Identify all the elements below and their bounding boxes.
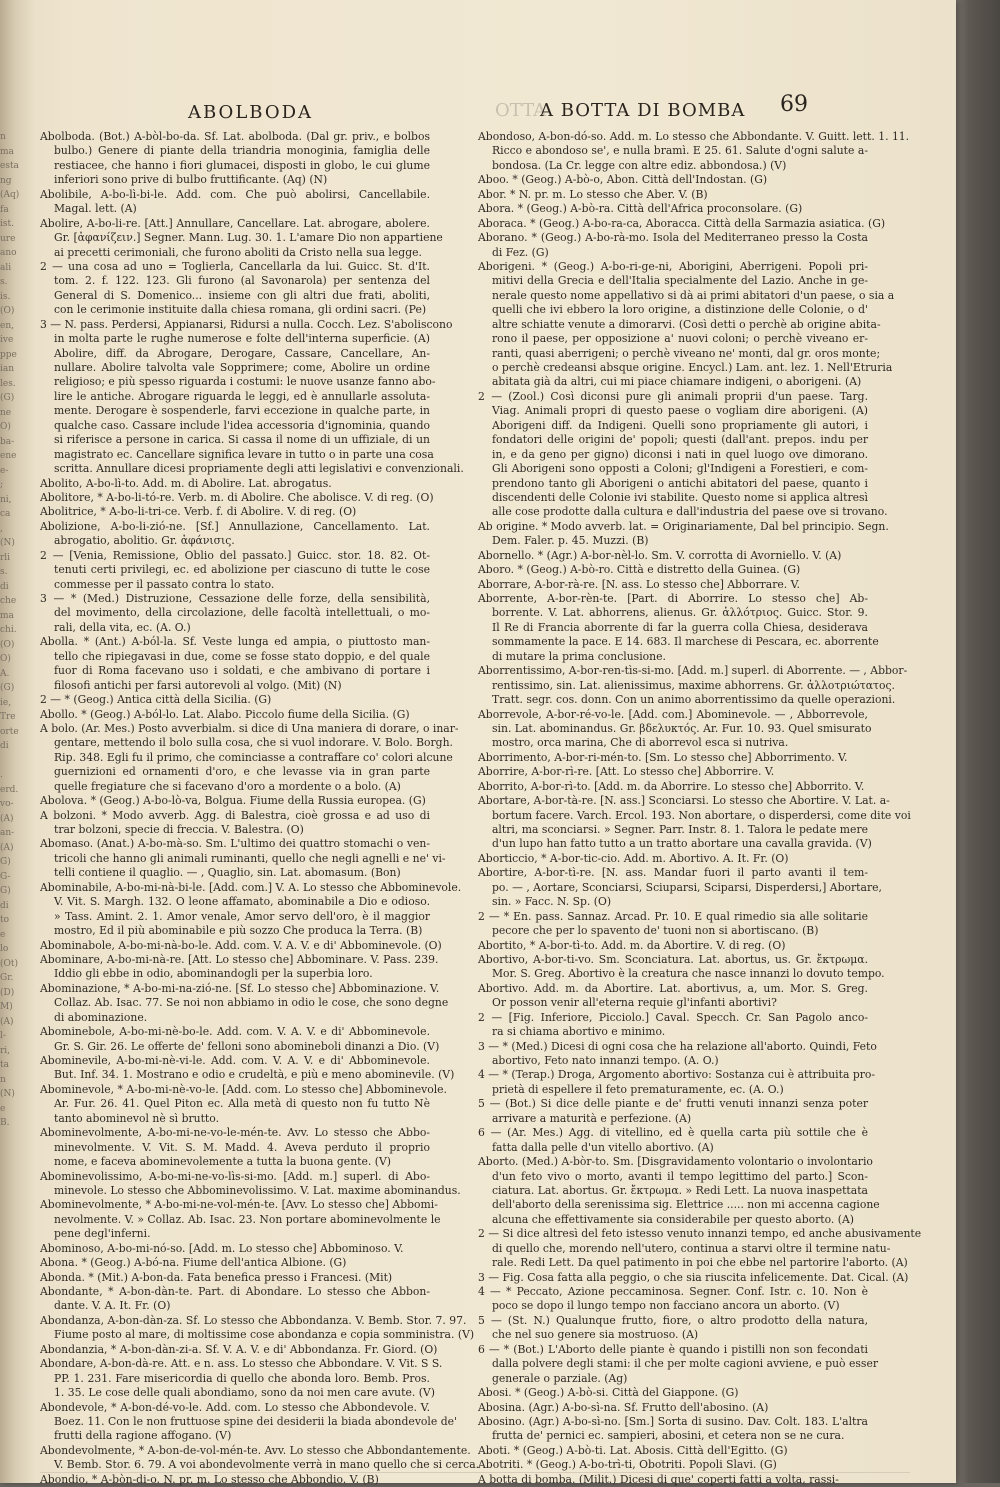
text-line: Abolova. * (Geog.) A-bo-lò-va, Bolgua. Fiume della Russia europea. (G) xyxy=(40,794,426,808)
text-line: Abor. * N. pr. m. Lo stesso che Aber. V. (B) xyxy=(478,187,708,201)
text-line: di abominazione. xyxy=(54,1010,148,1024)
text-line: Abolito, A-bo-lì-to. Add. m. di Abolire. Lat. abrogatus. xyxy=(40,476,332,490)
previous-page-fragment: O) xyxy=(0,422,11,432)
text-line: 3 — Fig. Cosa fatta alla peggio, o che sia riuscita infelicemente. Dat. Cical. (A) xyxy=(478,1270,909,1284)
previous-page-fragment: G) xyxy=(0,857,11,867)
text-line: Aboo. * (Geog.) A-bò-o, Abon. Città dell'Indostan. (G) xyxy=(478,173,768,187)
text-line: bortum facere. Varch. Ercol. 193. Non abortare, o disperdersi, come dite voi xyxy=(492,808,911,822)
text-line: frutta de' pernici ec. sampieri, abosini, et cetera non se ne cura. xyxy=(492,1429,845,1443)
text-line: Abominevolissimo, A-bo-mi-ne-vo-lìs-si-mo. [Add. m.] superl. di Abo- xyxy=(40,1169,430,1183)
text-line: Aborrentissimo, A-bor-ren-tìs-si-mo. [Add. m.] superl. di Aborrente. — , Abbor- xyxy=(478,664,908,678)
text-line: Rip. 348. Egli fu il primo, che cominciasse a contraffare co' colori alcune xyxy=(54,750,453,764)
text-line: 2 — * (Geog.) Antica città della Sicilia. (G) xyxy=(40,693,272,707)
text-line: Viag. Animali propri di questo paese o vogliam dire aborigeni. (A) xyxy=(492,404,868,418)
previous-page-fragment: rli xyxy=(0,552,11,563)
previous-page-fragment: ene xyxy=(0,451,17,461)
previous-page-fragment: di xyxy=(0,741,9,751)
text-line: nevolmente. V. » Collaz. Ab. Isac. 23. Non portare abominevolmente le xyxy=(54,1212,441,1226)
previous-page-fragment: ian xyxy=(0,364,15,374)
previous-page-fragment: ma xyxy=(0,610,14,621)
text-line: Abolitrice, * A-bo-li-tri-ce. Verb. f. di Abolire. V. di reg. (O) xyxy=(40,505,357,519)
text-line: Abonda. * (Mit.) A-bon-da. Fata benefica presso i Francesi. (Mit) xyxy=(40,1270,393,1284)
text-line: Aborigeni. * (Geog.) A-bo-ri-ge-ni, Aborigini, Aberrigeni. Popoli pri- xyxy=(478,259,868,273)
text-line: Gr. S. Gir. 26. Le offerte de' felloni sono abomineboli dinanzi a Dio. (V) xyxy=(54,1039,440,1053)
text-line: Abotriti. * (Geog.) A-bo-trì-ti, Obotriti. Popoli Slavi. (G) xyxy=(478,1458,777,1472)
text-line: Abornello. * (Agr.) A-bor-nèl-lo. Sm. V. corrotta di Avorniello. V. (A) xyxy=(478,548,842,562)
text-line: o perchè credeansi absque origine. Encycl.) Lam. ant. lez. 1. Nell'Etruria xyxy=(492,361,893,374)
text-line: Aboro. * (Geog.) A-bò-ro. Città e distretto della Guinea. (G) xyxy=(478,563,801,577)
previous-page-fragment: e- xyxy=(0,465,9,476)
text-line: mostro, Ed il più abominabile e più sozzo Che produca la Terra. (B) xyxy=(54,924,423,938)
text-line: 3 — N. pass. Perdersi, Appianarsi, Ridursi a nulla. Cocch. Lez. S'aboliscono xyxy=(40,317,453,331)
page-number: 69 xyxy=(780,92,808,117)
page-bottom-edge xyxy=(40,1472,910,1473)
text-line: 2 — [Fig. Inferiore, Picciolo.] Caval. Specch. Cr. San Pagolo anco- xyxy=(478,1010,868,1024)
previous-page-fragment: (A) xyxy=(0,842,14,853)
text-line: Abondanza, A-bon-dàn-za. Sf. Lo stesso che Abbondanza. V. Bemb. Stor. 7. 97. xyxy=(40,1313,467,1327)
text-line: abortivo, Feto nato innanzi tempo. (A. O.) xyxy=(492,1054,719,1067)
page-header xyxy=(40,92,940,126)
text-line: Il Re di Francia aborrente di far la guerra colla Chiesa, desiderava xyxy=(492,620,868,634)
previous-page-fragment: n xyxy=(0,1074,6,1085)
text-line: Ar. Fur. 26. 41. Quel Piton ec. Alla metà di questo non fu tutto Nè xyxy=(54,1097,430,1111)
text-line: Aborano. * (Geog.) A-bo-rà-mo. Isola del Mediterraneo presso la Costa xyxy=(478,231,868,245)
text-line: d'un feto vivo o morto, avanti il tempo legittimo del parto.] Scon- xyxy=(492,1169,868,1183)
text-line: generale o parziale. (Ag) xyxy=(492,1371,628,1385)
text-line: discendenti delle Colonie ivi stabilite. Questo nome si applica altresì xyxy=(492,490,868,504)
text-line: fatta dalla pelle d'un vitello abortivo. (A) xyxy=(492,1140,714,1154)
previous-page-fragment: che xyxy=(0,596,17,606)
previous-page-fragment: (O) xyxy=(0,639,15,650)
text-line: Abomaso. (Anat.) A-bo-mà-so. Sm. L'ultimo dei quattro stomachi o ven- xyxy=(40,837,430,851)
text-line: Abora. * (Geog.) A-bò-ra. Città dell'Africa proconsolare. (G) xyxy=(478,202,803,216)
text-line: frutti della ragione affogano. (V) xyxy=(54,1429,232,1443)
text-line: prendono tanto gli Aborigeni o antichi abitatori del paese, quanto i xyxy=(492,476,868,490)
text-line: tricoli che hanno gli animali ruminanti, quello che negli agnelli e ne' vi- xyxy=(54,851,446,865)
previous-page-fragment: (G) xyxy=(0,683,15,693)
previous-page-fragment: Gr. xyxy=(0,973,14,983)
left-column xyxy=(40,130,480,1486)
text-line: dante. V. A. It. Fr. (O) xyxy=(54,1299,171,1313)
text-line: Abominevile, A-bo-mi-nè-vi-le. Add. com. V. A. V. e di' Abbominevole. xyxy=(40,1054,430,1067)
text-line: Aborigeni diff. da Indigeni. Quelli sono propriamente gli autori, i xyxy=(492,418,868,432)
text-line: ra si chiama abortivo e minimo. xyxy=(492,1025,666,1039)
text-line: rentissimo, sin. Lat. alienissimus, maxime abhorrens. Gr. ἀλλοτριώτατος. xyxy=(492,678,895,692)
text-line: filosofi antichi per farsi autorevoli al volgo. (Mit) (N) xyxy=(54,678,342,692)
text-line: arrivare a maturità e perfezione. (A) xyxy=(492,1111,692,1125)
previous-page-fragment: s. xyxy=(0,277,8,287)
previous-page-fragment: O) xyxy=(0,654,11,664)
text-line: fuor di Roma facevano uso i soldati, e che ambivano di portare i xyxy=(54,664,430,678)
previous-page-fragment: ive xyxy=(0,335,14,345)
text-line: Gli Aborigeni sono opposti a Coloni; gl'Indigeni a Forestieri, e com- xyxy=(492,462,868,476)
text-line: General di S. Domenico... insieme con gli altri due frati, aboliti, xyxy=(54,288,430,302)
text-line: 2 — una cosa ad uno = Toglierla, Cancellarla da lui. Guicc. St. d'It. xyxy=(40,259,430,273)
text-line: sin. » Facc. N. Sp. (O) xyxy=(492,895,612,909)
text-line: Aborrito, A-bor-rì-to. [Add. m. da Aborrire. Lo stesso che] Abborrito. V. xyxy=(478,779,865,793)
previous-page-fragment: ; xyxy=(0,480,4,490)
text-line: Aborticcio, * A-bor-tic-cio. Add. m. Abortivo. A. It. Fr. (O) xyxy=(478,851,789,865)
previous-page-fragment: (Ot) xyxy=(0,958,19,969)
text-line: Iddio gli ebbe in odio, abominandogli per la superbia loro. xyxy=(54,967,373,981)
previous-page-fragment: e xyxy=(0,929,6,940)
previous-page-fragment: B. xyxy=(0,1118,10,1128)
text-line: mente. Derogare è sospenderle, farvi eccezione in qualche parte, in xyxy=(54,404,430,418)
previous-page-fragment: . xyxy=(0,770,3,780)
text-line: » Tass. Amint. 2. 1. Amor venale, Amor servo dell'oro, è il maggior xyxy=(54,909,430,923)
text-line: Gr. [ἀφανίζειν.] Segner. Mann. Lug. 30. 1. L'amare Dio non appartiene xyxy=(54,231,443,245)
previous-page-fragment: ca xyxy=(0,509,11,519)
text-line: poco se dopo il lungo tempo non facciano ancora un aborto. (V) xyxy=(492,1299,840,1313)
text-line: di mutare la prima conclusione. xyxy=(492,649,666,663)
text-line: borrente. V. Lat. abhorrens, alienus. Gr. ἀλλότριος. Guicc. Stor. 9. xyxy=(492,606,868,620)
text-line: Abominabole, A-bo-mi-nà-bo-le. Add. com. V. A. V. e di' Abbominevole. (O) xyxy=(40,938,442,952)
previous-page-fragment: is. xyxy=(0,291,11,302)
text-line: Abominabile, A-bo-mi-nà-bi-le. [Add. com.] V. A. Lo stesso che Abbominevole. xyxy=(40,880,462,894)
previous-page-fragments xyxy=(0,130,30,1470)
text-line: 2 — [Venia, Remissione, Oblio del passato.] Guicc. stor. 18. 82. Ot- xyxy=(40,548,430,562)
text-line: Ricco e abondoso se', e nulla bramì. E 25. 61. Salute d'ogni salute a- xyxy=(492,144,868,158)
text-line: Abortivo. Add. m. da Abortire. Lat. abortivus, a, um. Mor. S. Greg. xyxy=(478,981,868,995)
text-line: Abondare, A-bon-dà-re. Att. e n. ass. Lo stesso che Abbondare. V. Vit. S S. xyxy=(40,1357,443,1371)
running-head-right: A BOTTA DI BOMBA xyxy=(540,100,746,121)
text-line: Abortire, A-bor-tì-re. [N. ass. Mandar fuori il parto avanti il tem- xyxy=(478,866,868,880)
text-line: Abortito, * A-bor-tì-to. Add. m. da Abortire. V. di reg. (O) xyxy=(478,938,786,952)
previous-page-fragment: (D) xyxy=(0,987,15,998)
text-line: lire le antiche. Abrogare riguarda le leggi, ed è annullarle assoluta- xyxy=(54,389,430,403)
text-line: Mor. S. Greg. Abortivo è la creatura che nasce innanzi lo dovuto tempo. xyxy=(492,967,885,981)
text-line: Abominevolmente, A-bo-mi-ne-vo-le-mén-te. Avv. Lo stesso che Abbo- xyxy=(40,1126,430,1140)
text-line: Aboti. * (Geog.) A-bò-ti. Lat. Abosis. Città dell'Egitto. (G) xyxy=(478,1443,788,1457)
previous-page-fragment: , xyxy=(0,523,3,534)
text-line: restiacee, che hanno i fiori glumacei, disposti in globo, le cui glume xyxy=(54,158,430,172)
text-line: But. Inf. 34. 1. Mostrano e odio e crudeltà, e più e meno abominevile. (V) xyxy=(54,1068,455,1082)
text-line: Abondevole, * A-bon-dé-vo-le. Add. com. Lo stesso che Abbondevole. V. xyxy=(40,1400,430,1414)
previous-page-fragment: ba- xyxy=(0,436,15,447)
previous-page-fragment: M) xyxy=(0,1002,13,1012)
text-line: di quello che, morendo nell'utero, continua a starvi oltre il termine natu- xyxy=(492,1241,891,1255)
previous-page-fragment: s. xyxy=(0,567,8,577)
text-line: PP. 1. 231. Fare misericordia di quello che abonda loro. Bemb. Pros. xyxy=(54,1371,430,1385)
text-line: Abolboda. (Bot.) A-bòl-bo-da. Sf. Lat. abolboda. (Dal gr. priv., e bolbos xyxy=(40,130,430,143)
text-line: in molta parte le rughe numerose e folte dell'interna superficie. (A) xyxy=(54,332,430,346)
previous-page-fragment: en, xyxy=(0,320,14,331)
text-line: tello che ripiegavasi in due, come se fosse stato doppio, e del quale xyxy=(54,649,430,663)
previous-page-fragment: (G) xyxy=(0,393,15,403)
text-line: 5 — (St. N.) Qualunque frutto, fiore, o altro prodotto della natura, xyxy=(478,1313,868,1327)
previous-page-fragment: esta xyxy=(0,161,19,171)
text-line: 5 — (Bot.) Si dice delle piante e de' frutti venuti innanzi senza poter xyxy=(478,1097,868,1111)
text-line: rali, della vita, ec. (A. O.) xyxy=(54,620,191,634)
previous-page-fragment: (Aq) xyxy=(0,190,20,200)
text-line: tom. 2. f. 122. 123. Gli furono (al Savonarola) per sentenza del xyxy=(54,274,430,288)
text-line: Boez. 11. Con le non fruttuose spine dei desiderii la biada abondevole de' xyxy=(54,1414,457,1428)
text-line: quelle fregiature che si facevano d'oro a mordente o a bolo. (A) xyxy=(54,779,401,793)
previous-page-fragment: ali xyxy=(0,262,12,273)
previous-page-fragment: (A) xyxy=(0,1016,14,1027)
show-through-text: OTTA xyxy=(495,100,547,121)
text-line: d'un lupo han fatto tutto a un tratto abortare una cavalla gravida. (V) xyxy=(492,837,872,851)
text-line: 6 — (Ar. Mes.) Agg. di vitellino, ed è quella carta più sottile che è xyxy=(478,1126,868,1140)
text-line: dell'aborto della serenissima sig. Elettrice ..... non mi accenna cagione xyxy=(492,1198,880,1212)
text-line: che nel suo genere sia mostruoso. (A) xyxy=(492,1328,699,1342)
text-line: Abolibile, A-bo-lì-bi-le. Add. com. Che può abolirsi, Cancellabile. xyxy=(40,187,430,201)
previous-page-fragment: ppe xyxy=(0,349,17,360)
text-line: scritta. Annullare dicesi propriamente degli atti legislativi e convenzionali. xyxy=(54,462,464,476)
previous-page-fragment: ri, xyxy=(0,1045,11,1056)
text-line: 6 — * (Bot.) L'Aborto delle piante è quando i pistilli non son fecondati xyxy=(478,1342,868,1356)
text-line: ciatura. Lat. abortus. Gr. ἔκτρωμα. » Redi Lett. La nuova inaspettata xyxy=(492,1183,868,1197)
text-line: trar bolzoni, specie di freccia. V. Balestra. (O) xyxy=(54,823,304,836)
text-line: 4 — * (Terap.) Droga, Argomento abortivo: Sostanza cui è attribuita pro- xyxy=(478,1068,876,1082)
text-line: Collaz. Ab. Isac. 77. Se noi non abbiamo in odio le cose, che sono degne xyxy=(54,996,449,1010)
previous-page-fragment: l- xyxy=(0,1031,6,1041)
text-line: Aborrevole, A-bor-ré-vo-le. [Add. com.] Abominevole. — , Abborrevole, xyxy=(478,707,868,721)
text-line: telli contiene il quaglio. — , Quaglio, sin. Lat. abomasum. (Bon) xyxy=(54,866,401,880)
text-line: Dem. Faler. p. 45. Muzzi. (B) xyxy=(492,534,649,548)
previous-page-fragment: ta xyxy=(0,1060,9,1070)
previous-page-fragment: an- xyxy=(0,828,15,838)
previous-page-fragment: chi. xyxy=(0,625,17,635)
text-line: alcuna che effettivamente sia considerabile per questo aborto. (A) xyxy=(492,1212,854,1226)
text-line: Abominebole, A-bo-mi-nè-bo-le. Add. com. V. A. V. e di' Abbominevole. xyxy=(40,1025,430,1039)
text-line: magistrato ec. Cancellare significa levare in tutto o in parte una cosa xyxy=(54,447,434,461)
text-line: Abominevolmente, * A-bo-mi-ne-vol-mén-te. [Avv. Lo stesso che] Abbomi- xyxy=(40,1198,438,1212)
text-line: Tratt. segr. cos. donn. Con un animo aborrentissimo da quelle operazioni. xyxy=(492,693,896,707)
text-line: Abominevole, * A-bo-mi-nè-vo-le. [Add. com. Lo stesso che] Abbominevole. xyxy=(40,1082,447,1096)
previous-page-fragment: ne xyxy=(0,407,12,418)
previous-page-fragment: (O) xyxy=(0,306,15,316)
text-line: altri, ma sconciarsi. » Segner. Parr. Instr. 8. 1. Talora le pedate mere xyxy=(492,823,868,836)
text-line: Aborto. (Med.) A-bòr-to. Sm. [Disgravidamento volontario o involontario xyxy=(478,1155,873,1169)
text-line: V. Vit. S. Margh. 132. O leone affamato, abominabile a Dio e odioso. xyxy=(54,895,430,909)
text-line: 3 — * (Med.) Dicesi di ogni cosa che ha relazione all'aborto. Quindi, Feto xyxy=(478,1039,877,1053)
previous-page-fragment: fa xyxy=(0,204,9,215)
text-line: commesse per il passato contra lo stato. xyxy=(54,577,275,591)
text-line: Aborrimento, A-bor-ri-mén-to. [Sm. Lo stesso che] Abborrimento. V. xyxy=(478,750,848,764)
text-line: Abosino. (Agr.) A-bo-sì-no. [Sm.] Sorta di susino. Dav. Colt. 183. L'altra xyxy=(478,1414,868,1428)
text-line: A botta di bomba. (Milit.) Dicesi di que' coperti fatti a volta, rassi- xyxy=(478,1472,839,1486)
text-line: sin. Lat. abominandus. Gr. βδελυκτός. Ar. Fur. 10. 93. Quel smisurato xyxy=(492,721,872,735)
previous-page-fragment: ni, xyxy=(0,494,12,505)
previous-page-fragment: ure xyxy=(0,233,16,244)
text-line: mitivi della Grecia e dell'Italia specialmente del Lazio. Anche in ge- xyxy=(492,274,868,288)
text-line: bulbo.) Genere di piante della triandria monoginia, famiglia delle xyxy=(54,144,430,158)
text-line: Abolizione, A-bo-li-zió-ne. [Sf.] Annullazione, Cancellamento. Lat. xyxy=(40,519,430,533)
text-line: Abondevolmente, * A-bon-de-vol-mén-te. Avv. Lo stesso che Abbondantemente. xyxy=(40,1443,471,1457)
previous-page-fragment: (A) xyxy=(0,813,14,824)
text-line: Abosi. * (Geog.) A-bò-si. Città del Giappone. (G) xyxy=(478,1386,739,1400)
previous-page-fragment: vo- xyxy=(0,799,14,809)
text-line: 2 — Si dice altresì del feto istesso venuto innanzi tempo, ed anche abusivamente xyxy=(478,1227,922,1241)
previous-page-fragment: A. xyxy=(0,668,10,679)
text-line: nullare. Abolire talvolta vale Sopprimere; come, Abolire un ordine xyxy=(54,361,430,374)
text-line: Abominoso, A-bo-mi-nó-so. [Add. m. Lo stesso che] Abbominoso. V. xyxy=(40,1241,404,1255)
text-line: 2 — (Zool.) Così diconsi pure gli animali proprii d'un paese. Targ. xyxy=(478,389,868,403)
previous-page-fragment: (N) xyxy=(0,1089,15,1099)
text-line: Abondoso, A-bon-dó-so. Add. m. Lo stesso che Abbondante. V. Guitt. lett. 1. 11. xyxy=(478,130,910,143)
text-line: ranti, quasi aberrigeni; o perchè viveano ne' monti, dal gr. oros monte; xyxy=(492,346,881,360)
text-line: nerale questo nome appellativo si dà ai primi abitatori d'un paese, o sia a xyxy=(492,288,895,302)
text-line: Abondio, * A-bòn-di-o. N. pr. m. Lo stesso che Abbondio. V. (B) xyxy=(40,1472,379,1486)
text-line: Abominazione, * A-bo-mi-na-zió-ne. [Sf. Lo stesso che] Abbominazione. V. xyxy=(40,981,440,995)
text-line: Abominare, A-bo-mi-nà-re. [Att. Lo stesso che] Abbominare. V. Pass. 239. xyxy=(40,952,439,966)
previous-page-fragment: ma xyxy=(0,146,14,157)
text-line: Aborrare, A-bor-rà-re. [N. ass. Lo stesso che] Abborrare. V. xyxy=(478,577,800,591)
previous-page-fragment: n xyxy=(0,132,6,142)
text-line: inferiori sono prive di bulbo fruttificante. (Aq) (N) xyxy=(54,173,328,187)
text-line: si riferisce a persone in carica. Si cassa il nome di un uffiziale, di un xyxy=(54,433,430,447)
text-line: nome, e faceva abominevolemente a tutta la buona gente. (V) xyxy=(54,1155,391,1169)
right-column xyxy=(478,130,922,1486)
text-line: 1. 35. Le cose delle quali abondiamo, sono da noi men care avute. (V) xyxy=(54,1386,435,1400)
text-line: A bolo. (Ar. Mes.) Posto avverbialm. si dice di Una maniera di dorare, o inar- xyxy=(40,721,459,735)
text-line: Abollo. * (Geog.) A-ból-lo. Lat. Alabo. Piccolo fiume della Sicilia. (G) xyxy=(40,707,410,721)
text-line: in, e da geno per gigno) diconsi i nati in quel luogo ove dimorano. xyxy=(492,447,868,461)
text-line: con le cerimonie instituite dalla chiesa romana, gli ordini sacri. (Pe) xyxy=(54,303,427,317)
text-line: mostro, orca marina, Che di aborrevol esca si nutriva. xyxy=(492,736,789,750)
text-line: dalla polvere degli stami: il che per molte cagioni avviene, e può esser xyxy=(492,1357,879,1371)
text-line: Aborrire, A-bor-rì-re. [Att. Lo stesso che] Abborrire. V. xyxy=(478,765,775,779)
text-line: A bolzoni. * Modo avverb. Agg. di Balestra, cioè grossa e ad uso di xyxy=(40,808,430,822)
text-line: Abortivo, A-bor-ti-vo. Sm. Sconciatura. Lat. abortus, us. Gr. ἔκτρωμα. xyxy=(478,952,868,966)
text-line: 4 — * Peccato, Azione peccaminosa. Segner. Conf. Istr. c. 10. Non è xyxy=(478,1285,868,1298)
text-line: religioso; e più spesso riguarda i costumi: le nuove usanze fanno abo- xyxy=(54,375,436,389)
text-line: V. Bemb. Stor. 6. 79. A voi abondevolmente verrà in mano quello che si cerca. xyxy=(54,1458,480,1472)
text-line: tanto abominevol nè sì brutto. xyxy=(54,1111,220,1125)
previous-page-fragment: ist. xyxy=(0,219,14,229)
text-line: di Fez. (G) xyxy=(492,245,549,259)
previous-page-fragment: ng xyxy=(0,175,12,186)
text-line: abitata già da altri, cui mi piace chiamare indigeni, o aborigeni. (A) xyxy=(492,375,862,389)
text-line: guernizioni ed ornamenti d'oro, e che levasse via in gran parte xyxy=(54,765,430,779)
text-line: pene degl'inferni. xyxy=(54,1227,151,1241)
text-line: tenuti certi privilegi, ec. ed abolizione per ciascuno di tutte le cose xyxy=(54,563,430,577)
previous-page-fragment: erd. xyxy=(0,784,19,795)
text-line: pecore che per lo spavento de' tuoni non si abortiscano. (B) xyxy=(492,924,819,938)
text-line: rale. Redi Lett. Da quel patimento in poi che ebbe nel partorire l'aborto. (A) xyxy=(492,1256,908,1270)
previous-page-fragment: ano xyxy=(0,248,17,258)
previous-page-fragment: orte xyxy=(0,726,19,737)
text-line: ai precetti cerimoniali, che furono aboliti da Cristo nella sua legge. xyxy=(54,245,422,259)
previous-page-fragment: di xyxy=(0,900,9,911)
text-line: quelli che ivi ebbero la loro origine, a distinzione delle Colonie, o d' xyxy=(492,303,868,317)
text-line: del movimento, della circolazione, delle facoltà intellettuali, o mo- xyxy=(54,606,430,620)
previous-page-fragment: G- xyxy=(0,871,11,882)
previous-page-fragment: di xyxy=(0,581,9,592)
text-line: Aborrente, A-bor-rèn-te. [Part. di Aborrire. Lo stesso che] Ab- xyxy=(478,592,868,605)
text-line: Abolire, A-bo-li-re. [Att.] Annullare, Cancellare. Lat. abrogare, abolere. xyxy=(40,216,430,230)
text-line: Abosina. (Agr.) A-bo-sì-na. Sf. Frutto dell'abosino. (A) xyxy=(478,1400,769,1414)
running-head-left: ABOLBODA xyxy=(188,102,314,123)
text-line: Magal. lett. (A) xyxy=(54,202,137,216)
text-line: minevole. Lo stesso che Abbominevolissimo. V. Lat. maxime abominandus. xyxy=(54,1183,461,1197)
text-line: Abondanzia, * A-bon-dàn-zi-a. Sf. V. A. V. e di' Abbondanza. Fr. Giord. (O) xyxy=(40,1342,438,1356)
text-line: Or posson venir all'eterna requie gl'infanti abortivi? xyxy=(492,996,777,1010)
text-line: qualche caso. Cassare include l'idea accessoria d'ignominia, quando xyxy=(54,418,430,432)
previous-page-fragment: les. xyxy=(0,378,16,389)
text-line: Abortare, A-bor-tà-re. [N. ass.] Sconciarsi. Lo stesso che Abortire. V. Lat. a- xyxy=(478,794,890,808)
text-line: prietà di espellere il feto prematuramente, ec. (A. O.) xyxy=(492,1082,784,1096)
text-line: Ab origine. * Modo avverb. lat. = Originariamente, Dal bel principio. Segn. xyxy=(478,519,889,533)
previous-page-fragment: ie, xyxy=(0,697,12,708)
text-line: fondatori delle origini de' popoli; questi (dall'ant. prepos. indu per xyxy=(492,433,868,447)
text-line: Abolire, diff. da Abrogare, Derogare, Cassare, Cancellare, An- xyxy=(54,346,430,360)
text-line: alle cose prodotte dalla cultura e dall'industria del paese ove si trovano. xyxy=(492,505,888,519)
text-line: gentare, mettendo il bolo sulla cosa, che si vuol indorare. V. Bolo. Borgh. xyxy=(54,736,453,750)
previous-page-fragment: G) xyxy=(0,886,11,896)
previous-page-fragment: (N) xyxy=(0,538,15,548)
text-line: sommamente la pace. E 14. 683. Il marchese di Pescara, ec. aborrente xyxy=(492,635,879,649)
previous-page-fragment: to xyxy=(0,915,10,925)
text-line: abrogatio, abolitio. Gr. ἀφάνισις. xyxy=(54,534,235,548)
previous-page-fragment: e xyxy=(0,1103,6,1114)
text-line: Abolla. * (Ant.) A-ból-la. Sf. Veste lunga ed ampia, o piuttosto man- xyxy=(40,635,430,649)
text-line: 2 — * En. pass. Sannaz. Arcad. Pr. 10. E qual rimedio sia alle solitarie xyxy=(478,909,868,923)
previous-page-fragment xyxy=(0,754,30,769)
text-line: bondosa. (La Cr. legge con altre ediz. abbondosa.) (V) xyxy=(492,158,787,172)
text-line: po. — , Aortare, Sconciarsi, Sciuparsi, Sciparsi, Disperdersi,] Abortare, xyxy=(492,880,882,894)
previous-page-fragment: Tre xyxy=(0,712,16,722)
text-line: minevolmente. V. Vit. S. M. Madd. 4. Aveva perduto il proprio xyxy=(54,1140,430,1154)
text-line: Fiume posto al mare, di moltissime cose abondanza e copia somministra. (V) xyxy=(54,1328,475,1342)
text-line: Aboraca. * (Geog.) A-bo-ra-ca, Aboracca. Città della Sarmazia asiatica. (G) xyxy=(478,216,886,230)
text-line: altre schiatte venute a dimorarvi. (Così detti o perchè ab origine abita- xyxy=(492,317,881,331)
text-line: 3 — * (Med.) Distruzione, Cessazione delle forze, della sensibilità, xyxy=(40,592,430,605)
text-line: Abolitore, * A-bo-li-tó-re. Verb. m. di Abolire. Che abolisce. V. di reg. (O) xyxy=(40,490,434,504)
previous-page-fragment: lo xyxy=(0,944,9,954)
text-line: rono il paese, per opposizione a' nuovi coloni; o perchè viveano er- xyxy=(492,332,868,346)
text-line: Abona. * (Geog.) A-bó-na. Fiume dell'antica Albione. (G) xyxy=(40,1256,347,1270)
text-line: Abondante, * A-bon-dàn-te. Part. di Abondare. Lo stesso che Abbon- xyxy=(40,1285,430,1298)
